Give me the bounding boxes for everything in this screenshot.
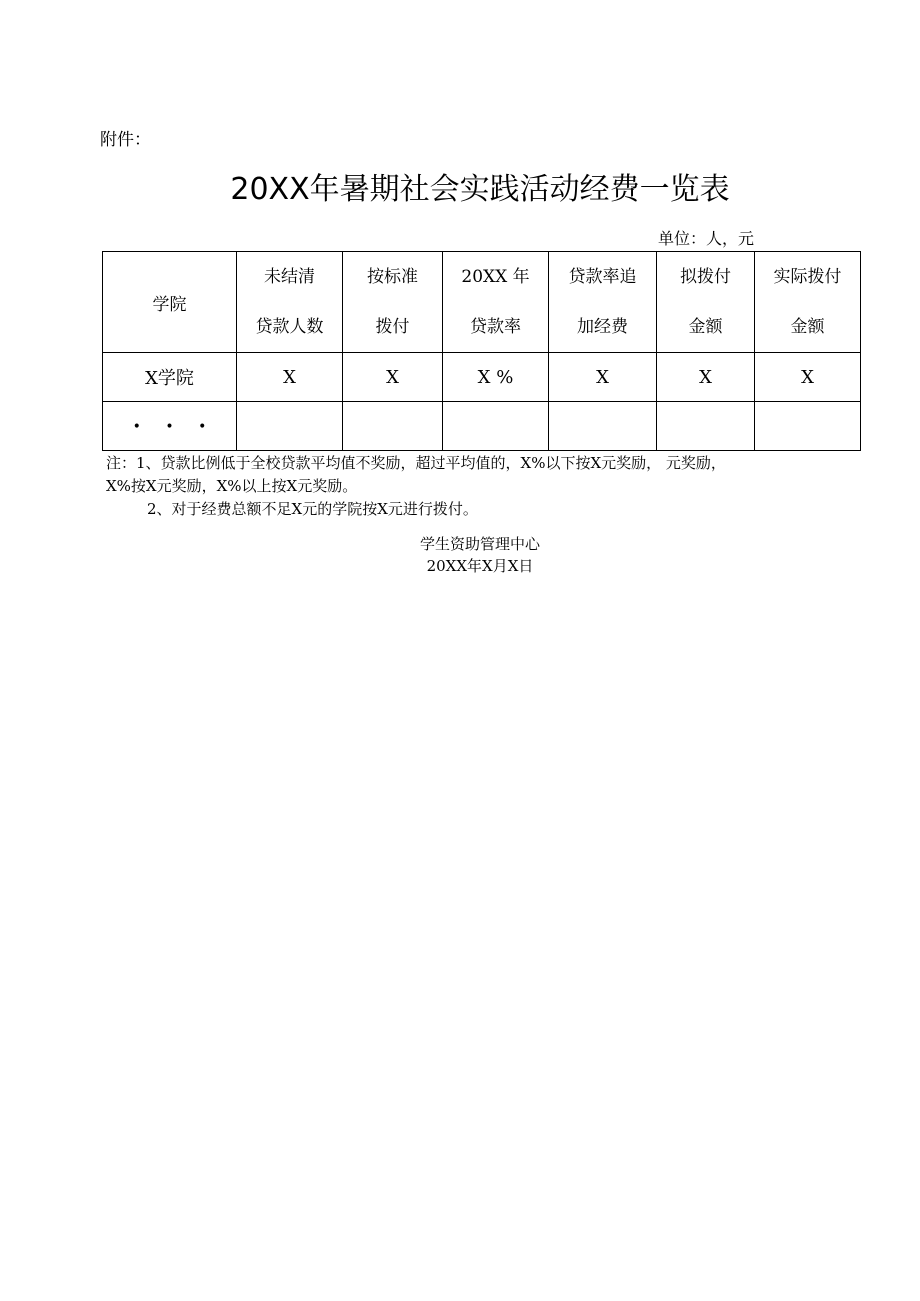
note-line-2: X%按X元奖励，X%以上按X元奖励。 <box>106 477 358 495</box>
header-line: 按标准 <box>367 267 418 287</box>
table-row <box>103 402 861 451</box>
cell-standard-allocation: X <box>343 353 443 402</box>
cell-empty <box>549 402 657 451</box>
header-actual-amount <box>755 252 861 353</box>
note-line-3: 2、对于经费总额不足X元的学院按X元进行拨付。 <box>147 500 478 518</box>
table-row <box>103 353 861 402</box>
cell-loan-rate-bonus: X <box>549 353 657 402</box>
header-line: 实际拨付 <box>773 267 842 287</box>
header-line: 金额 <box>790 317 825 337</box>
header-line: 贷款人数 <box>255 317 324 337</box>
cell-empty <box>343 402 443 451</box>
header-line: 金额 <box>688 317 723 337</box>
header-line: 未结清 <box>264 267 315 287</box>
cell-ellipsis <box>103 402 237 451</box>
cell-empty <box>443 402 549 451</box>
header-line: 拟拨付 <box>680 267 731 287</box>
signature-org: 学生资助管理中心 <box>419 535 540 553</box>
header-unpaid-loans <box>237 252 343 353</box>
signature-block <box>0 533 920 577</box>
cell-college: X学院 <box>103 353 237 402</box>
header-proposed-amount <box>657 252 755 353</box>
signature-date: 20XX年X月X日 <box>426 557 534 575</box>
header-line: 贷款率追 <box>568 267 637 287</box>
cell-empty <box>237 402 343 451</box>
header-loan-rate-bonus <box>549 252 657 353</box>
cell-actual-amount: X <box>755 353 861 402</box>
funding-table <box>102 251 861 451</box>
attachment-label: 附件： <box>100 130 151 150</box>
note-line-1: 注：1、贷款比例低于全校贷款平均值不奖励，超过平均值的，X%以下按X元奖励， 元奖励， <box>106 454 726 472</box>
table-header-row <box>103 252 861 353</box>
header-college <box>103 252 237 353</box>
cell-empty <box>657 402 755 451</box>
header-line: 20XX 年 <box>461 267 530 287</box>
cell-proposed-amount: X <box>657 353 755 402</box>
ellipsis-dots: • • • <box>132 419 217 435</box>
header-standard-allocation <box>343 252 443 353</box>
header-line: 贷款率 <box>470 317 521 337</box>
notes-section <box>106 452 866 521</box>
unit-label: 单位：人，元 <box>657 229 754 248</box>
cell-empty <box>755 402 861 451</box>
header-line: 加经费 <box>577 317 628 337</box>
header-loan-rate <box>443 252 549 353</box>
cell-loan-rate: X % <box>443 353 549 402</box>
header-line: 拨付 <box>375 317 410 337</box>
document-title: 20XX年暑期社会实践活动经费一览表 <box>230 172 730 207</box>
header-college-label: 学院 <box>152 294 187 315</box>
cell-unpaid-loans: X <box>237 353 343 402</box>
